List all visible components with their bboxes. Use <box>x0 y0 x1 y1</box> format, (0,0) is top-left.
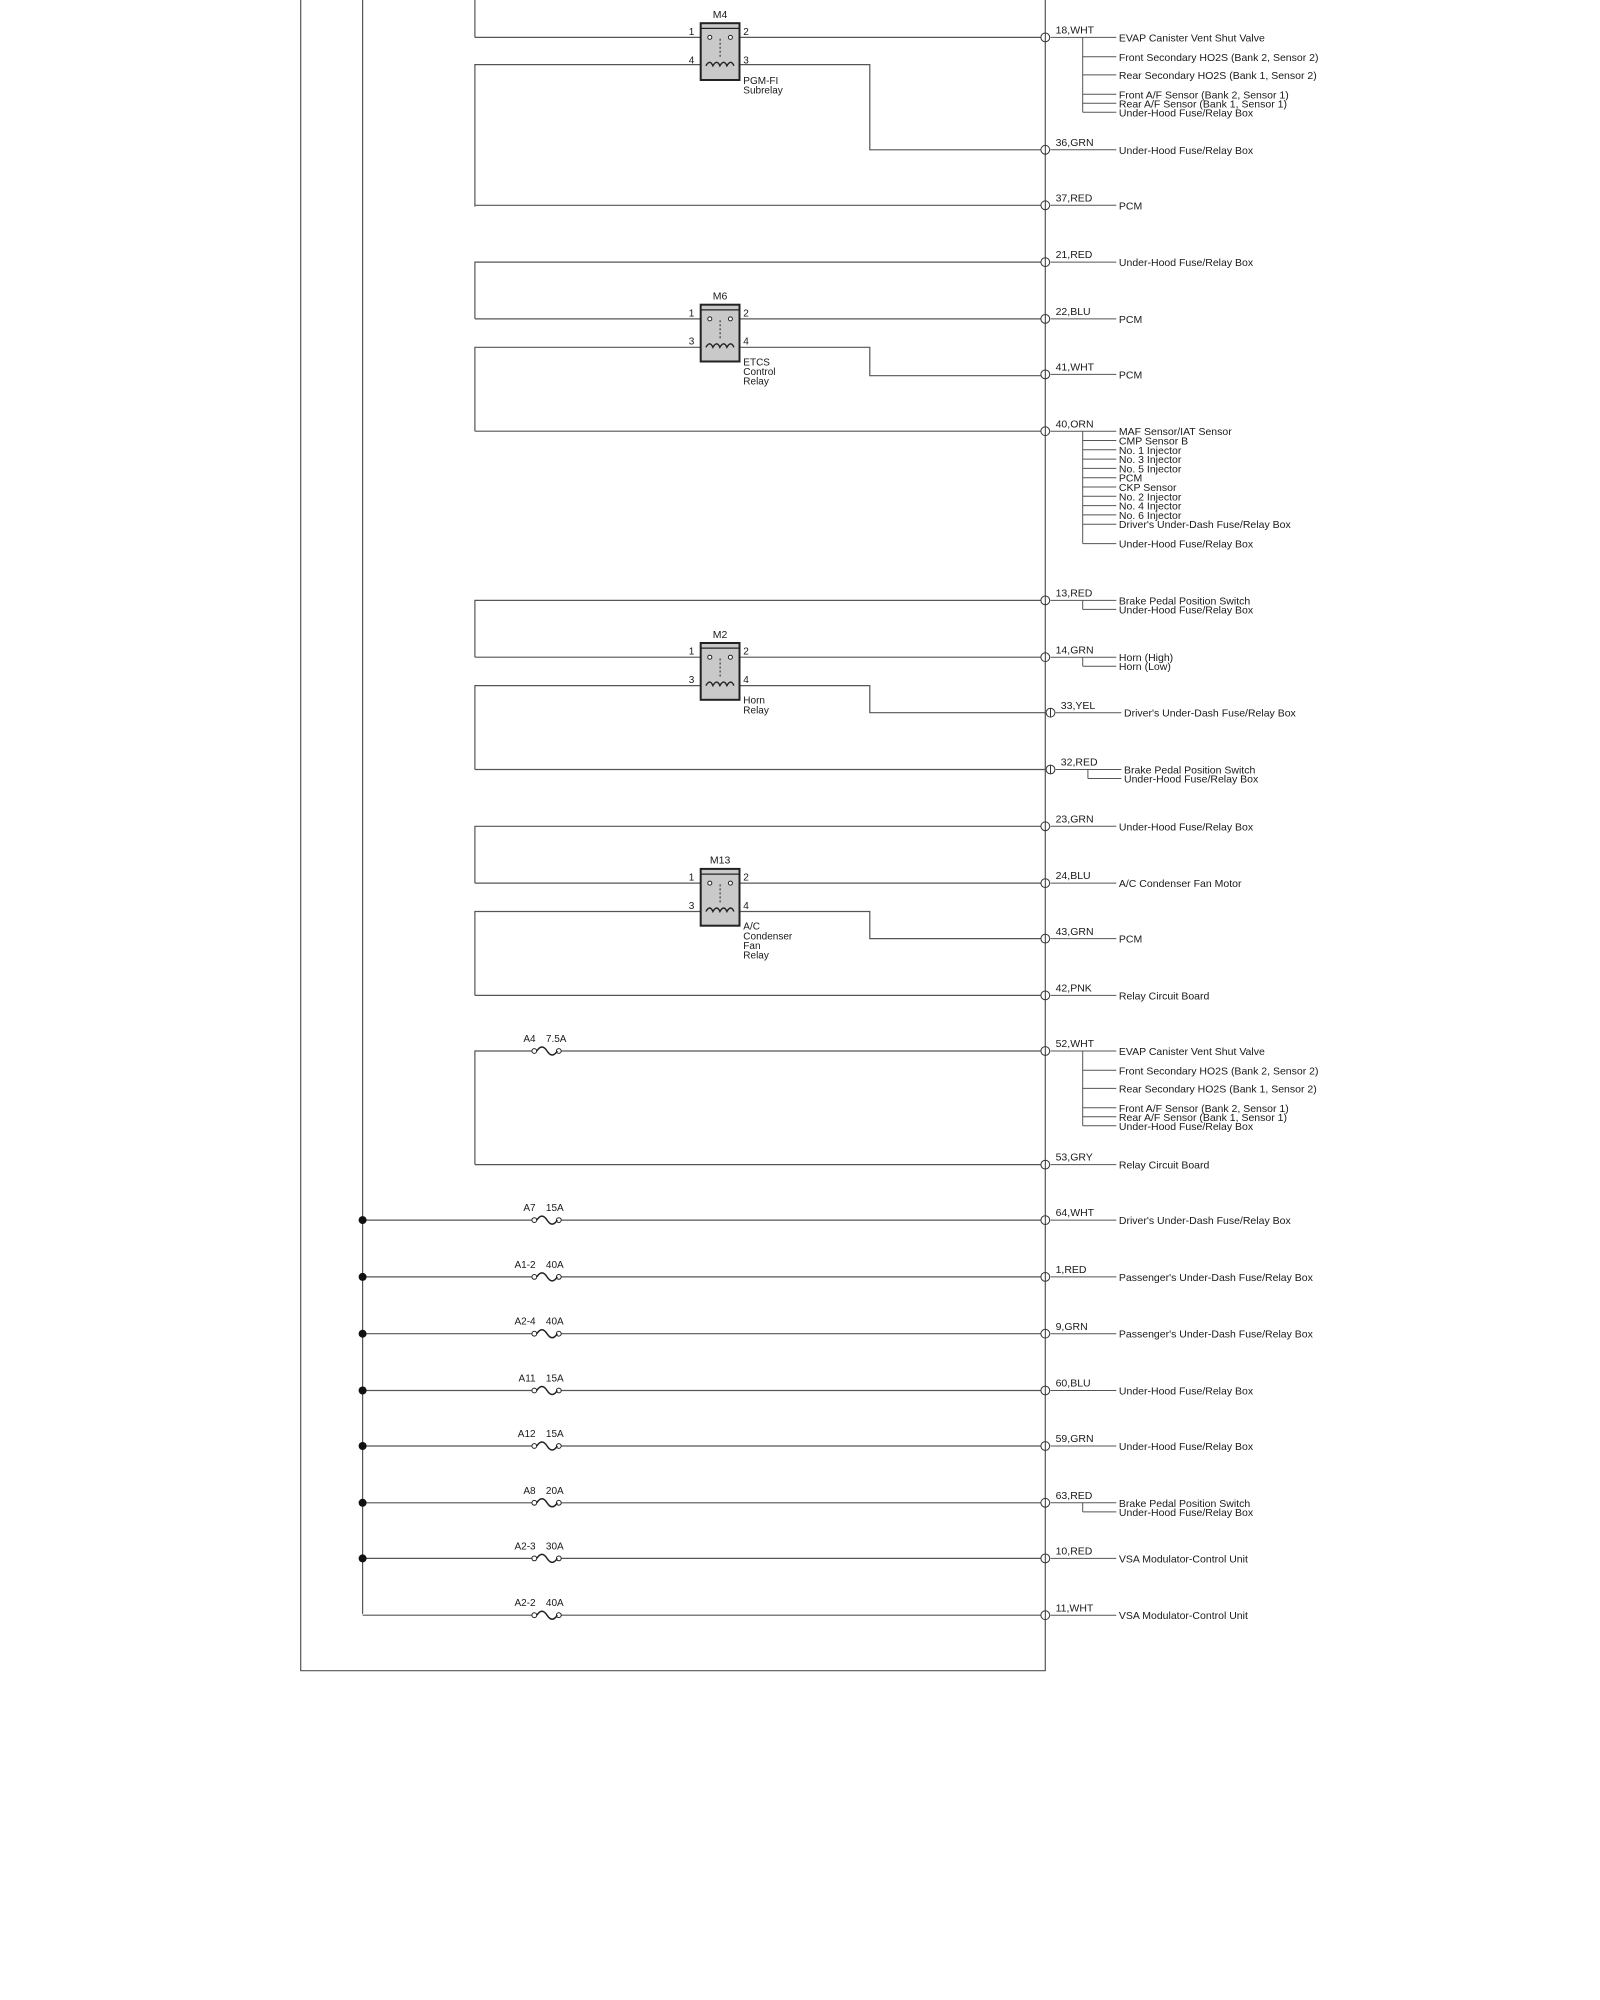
fuse-rating: 15A <box>545 1429 564 1440</box>
destination-label: Driver's Under-Dash Fuse/Relay Box <box>1118 1215 1291 1228</box>
wire-code-label: 64,WHT <box>1055 1207 1095 1220</box>
destination-label: Driver's Under-Dash Fuse/Relay Box <box>1124 707 1296 720</box>
relay-contact-left <box>708 655 712 659</box>
destination-label: PCM <box>1118 313 1143 326</box>
relay-pin-label: 1 <box>688 872 695 884</box>
relay-name-line: Subrelay <box>743 85 783 97</box>
wire-code-label: 63,RED <box>1055 1490 1093 1502</box>
relay-contact-right <box>728 655 732 659</box>
terminal-24-blu <box>1041 870 1242 890</box>
wire-code-label: 60,BLU <box>1055 1377 1091 1390</box>
fuse-code: A2-4 <box>514 1316 536 1328</box>
relay-name-line: Fan <box>743 941 761 952</box>
fuse-terminal <box>532 1613 537 1618</box>
m4-wire-pin4 <box>475 65 701 207</box>
fuse-a7 <box>359 1203 1046 1224</box>
relay-contact-left <box>708 881 712 885</box>
destination-label: Under-Hood Fuse/Relay Box <box>1118 257 1254 270</box>
relay-name-line: Condenser <box>743 931 793 943</box>
relay-name-line: Horn <box>743 695 765 707</box>
destination-label: No. 2 Injector <box>1118 491 1182 504</box>
relay-name-line: Relay <box>743 376 769 388</box>
destination-label: Rear A/F Sensor (Bank 1, Sensor 1) <box>1118 98 1287 111</box>
terminal-60-blu <box>1041 1378 1254 1398</box>
destination-label: Relay Circuit Board <box>1118 990 1210 1003</box>
terminal-18-wht <box>1041 25 1319 120</box>
destination-label: Under-Hood Fuse/Relay Box <box>1118 144 1254 157</box>
terminal-13-red <box>1041 588 1254 617</box>
wire-code-label: 37,RED <box>1055 192 1093 205</box>
fuse-a8 <box>359 1486 1046 1507</box>
relay-pin-label: 2 <box>743 26 749 38</box>
wire-code-label: 33,YEL <box>1060 699 1096 712</box>
outer-harness-frame <box>301 0 1046 1671</box>
bus-splice-dot <box>359 1330 367 1338</box>
destination-label: Under-Hood Fuse/Relay Box <box>1118 1385 1254 1398</box>
relay-contact-left <box>708 35 712 39</box>
bus-splice-dot <box>359 1442 367 1450</box>
fuse-terminal <box>532 1218 537 1223</box>
destination-label: EVAP Canister Vent Shut Valve <box>1118 1046 1265 1058</box>
m6-wire-pin3 <box>475 347 701 431</box>
bus-splice-dot <box>359 1499 367 1507</box>
relay-pin-label: 1 <box>688 26 695 38</box>
relay-m6 <box>689 291 776 388</box>
relay-pin-label: 2 <box>743 308 749 320</box>
relay-name-line: Relay <box>743 950 769 962</box>
wire-code-label: 41,WHT <box>1055 361 1095 374</box>
relay-pin-label: 2 <box>743 646 749 658</box>
fuse-code: A4 <box>523 1033 536 1045</box>
fuse-code: A8 <box>523 1485 536 1497</box>
fuse-terminal <box>532 1444 537 1449</box>
destination-label: Under-Hood Fuse/Relay Box <box>1124 773 1259 786</box>
relay-contact-right <box>728 317 732 321</box>
relay-contact-right <box>728 881 732 885</box>
m13-feed <box>475 826 1045 883</box>
relay-m13 <box>689 855 793 962</box>
terminal-40-orn <box>1041 418 1292 550</box>
wire-code-label: 23,GRN <box>1055 813 1094 826</box>
destination-label: Relay Circuit Board <box>1118 1159 1210 1172</box>
terminal-53-gry <box>1041 1152 1210 1172</box>
destination-label: Brake Pedal Position Switch <box>1124 764 1256 777</box>
destination-label: Horn (Low) <box>1118 661 1171 674</box>
wire-code-label: 59,GRN <box>1055 1433 1094 1446</box>
bus-splice-dot <box>359 1216 367 1224</box>
wire-code-label: 1,RED <box>1055 1264 1087 1276</box>
destination-label: Front Secondary HO2S (Bank 2, Sensor 2) <box>1118 1065 1319 1078</box>
wire-code-label: 24,BLU <box>1055 870 1091 883</box>
terminal-22-blu <box>1041 306 1142 326</box>
fuse-a2-2 <box>363 1598 1046 1619</box>
wire-code-label: 43,GRN <box>1055 925 1094 938</box>
fuse-code: A7 <box>523 1203 536 1215</box>
terminal-32-red <box>1046 757 1259 786</box>
fuse-rating: 20A <box>545 1485 564 1497</box>
m2-feed <box>475 600 1045 657</box>
destination-label: Brake Pedal Position Switch <box>1118 595 1251 608</box>
destination-label: PCM <box>1118 369 1143 382</box>
m2-wire-pin4 <box>740 686 1051 713</box>
relay-layer <box>689 9 793 962</box>
terminal-42-pnk <box>1041 983 1210 1003</box>
destination-label: Under-Hood Fuse/Relay Box <box>1118 1120 1254 1133</box>
a4-circuit-feed <box>475 1051 1045 1165</box>
destination-label: Under-Hood Fuse/Relay Box <box>1118 604 1254 617</box>
relay-name-line: ETCS <box>743 357 770 369</box>
wire-code-label: 53,GRY <box>1055 1151 1093 1164</box>
fuse-rating: 40A <box>545 1316 564 1328</box>
fuse-code: A11 <box>518 1373 536 1385</box>
fuse-terminal <box>532 1500 537 1505</box>
destination-label: VSA Modulator-Control Unit <box>1118 1553 1248 1566</box>
relay-pin-label: 2 <box>743 872 749 884</box>
fuse-terminal <box>532 1331 537 1336</box>
m6-feed <box>475 262 1045 319</box>
fuse-a2-4 <box>359 1317 1046 1338</box>
terminal-23-grn <box>1041 813 1254 833</box>
m13-wire-pin3 <box>475 912 701 996</box>
wire-code-label: 18,WHT <box>1055 24 1095 37</box>
relay-pin-label: 3 <box>688 900 695 912</box>
destination-label: VSA Modulator-Control Unit <box>1118 1610 1248 1623</box>
terminal-10-red <box>1041 1546 1248 1566</box>
wire-code-label: 9,GRN <box>1055 1320 1088 1333</box>
wire-code-label: 13,RED <box>1055 587 1093 600</box>
destination-label: Front A/F Sensor (Bank 2, Sensor 1) <box>1118 1102 1289 1115</box>
m6-wire-pin4 <box>740 347 1046 375</box>
relay-pin-label: 3 <box>688 675 695 686</box>
bus-splice-dot <box>359 1387 367 1395</box>
destination-label: Rear Secondary HO2S (Bank 1, Sensor 2) <box>1118 69 1317 82</box>
destination-label: Under-Hood Fuse/Relay Box <box>1118 1441 1254 1453</box>
relay-code: M13 <box>709 854 731 867</box>
destination-label: PCM <box>1118 933 1143 946</box>
wire-code-label: 40,ORN <box>1055 418 1094 431</box>
wire-code-label: 36,GRN <box>1055 136 1094 149</box>
wire-code-label: 22,BLU <box>1055 306 1091 318</box>
destination-label: PCM <box>1118 472 1143 485</box>
relay-code: M6 <box>712 290 728 303</box>
wire-code-label: 52,WHT <box>1055 1038 1095 1051</box>
fuse-terminal <box>532 1049 537 1054</box>
wire-code-label: 42,PNK <box>1055 982 1092 995</box>
destination-label: Brake Pedal Position Switch <box>1118 1497 1251 1510</box>
terminal-59-grn <box>1041 1433 1254 1453</box>
relay-name-line: Relay <box>743 705 769 717</box>
destination-label: A/C Condenser Fan Motor <box>1118 878 1242 891</box>
terminal-52-wht <box>1041 1038 1319 1133</box>
fuse-terminal <box>532 1275 537 1280</box>
destination-label: CMP Sensor B <box>1118 435 1189 448</box>
relay-name-line: A/C <box>743 921 760 933</box>
relay-m4 <box>689 9 783 97</box>
bus-splice-dot <box>359 1273 367 1281</box>
relay-contact-left <box>708 317 712 321</box>
static-wires <box>301 0 1051 1671</box>
destination-label: Rear Secondary HO2S (Bank 1, Sensor 2) <box>1118 1083 1317 1096</box>
destination-label: PCM <box>1118 200 1143 213</box>
fuse-terminal <box>532 1556 537 1561</box>
wire-code-label: 32,RED <box>1060 756 1098 769</box>
fuse-rating: 15A <box>545 1203 564 1215</box>
terminal-36-grn <box>1041 137 1254 157</box>
fuse-rating: 15A <box>545 1373 564 1385</box>
relay-pin-label: 3 <box>688 336 695 348</box>
fuse-a2-3 <box>359 1541 1046 1562</box>
destination-label: Under-Hood Fuse/Relay Box <box>1118 821 1254 834</box>
m4-wire-pin3 <box>740 65 1046 150</box>
relay-m2 <box>689 629 769 717</box>
destination-label: EVAP Canister Vent Shut Valve <box>1118 32 1265 45</box>
destination-label: No. 5 Injector <box>1118 463 1182 476</box>
relay-pin-label: 4 <box>688 55 695 67</box>
terminal-1-red <box>1041 1264 1314 1284</box>
destination-label: No. 3 Injector <box>1118 454 1182 467</box>
terminal-37-red <box>1041 192 1142 212</box>
destination-label: Horn (High) <box>1118 652 1174 665</box>
destination-label: Passenger's Under-Dash Fuse/Relay Box <box>1118 1328 1313 1341</box>
fuse-rating: 40A <box>545 1259 564 1271</box>
destination-label: Under-Hood Fuse/Relay Box <box>1118 107 1254 120</box>
fuse-layer <box>359 1034 1046 1619</box>
destination-label: Front Secondary HO2S (Bank 2, Sensor 2) <box>1118 51 1319 64</box>
terminal-33-yel <box>1046 700 1296 720</box>
fuse-rating: 7.5A <box>545 1033 567 1045</box>
terminal-64-wht <box>1041 1207 1292 1227</box>
wire-code-label: 14,GRN <box>1055 644 1094 657</box>
destination-label: Driver's Under-Dash Fuse/Relay Box <box>1118 519 1291 532</box>
relay-pin-label: 4 <box>743 675 749 686</box>
destination-label: Under-Hood Fuse/Relay Box <box>1118 538 1254 551</box>
terminal-9-grn <box>1041 1321 1314 1341</box>
fuse-code: A2-3 <box>514 1541 536 1553</box>
terminal-14-grn <box>1041 644 1173 673</box>
destination-label: CKP Sensor <box>1118 482 1177 494</box>
wire-code-label: 10,RED <box>1055 1545 1093 1558</box>
fuse-terminal <box>532 1388 537 1393</box>
destination-label: Passenger's Under-Dash Fuse/Relay Box <box>1118 1271 1313 1284</box>
destination-label: Front A/F Sensor (Bank 2, Sensor 1) <box>1118 89 1289 102</box>
fuse-a11 <box>359 1374 1046 1395</box>
fuse-code: A1-2 <box>514 1259 536 1271</box>
fuse-rating: 30A <box>545 1541 564 1553</box>
relay-name-line: PGM-FI <box>743 75 779 87</box>
destination-label: Rear A/F Sensor (Bank 1, Sensor 1) <box>1118 1111 1287 1124</box>
relay-contact-right <box>728 35 732 39</box>
terminal-43-grn <box>1041 926 1142 946</box>
destination-label: Under-Hood Fuse/Relay Box <box>1118 1506 1254 1519</box>
relay-name-line: Control <box>743 367 776 379</box>
fuse-a4 <box>523 1034 566 1055</box>
relay-pin-label: 4 <box>743 336 749 348</box>
relay-pin-label: 1 <box>688 308 695 320</box>
destination-label: No. 4 Injector <box>1118 500 1182 513</box>
terminal-layer <box>1041 25 1319 1623</box>
destination-label: No. 6 Injector <box>1118 509 1182 522</box>
fuse-code: A2-2 <box>514 1598 536 1610</box>
wire-code-label: 11,WHT <box>1055 1602 1094 1615</box>
m2-wire-pin3 <box>475 686 701 770</box>
fuse-a12 <box>359 1429 1046 1450</box>
destination-label: MAF Sensor/IAT Sensor <box>1118 426 1232 439</box>
terminal-21-red <box>1041 249 1254 269</box>
relay-pin-label: 3 <box>743 55 749 67</box>
destination-label: No. 1 Injector <box>1118 444 1182 457</box>
terminal-11-wht <box>1041 1602 1248 1622</box>
relay-code: M4 <box>712 9 728 22</box>
terminal-41-wht <box>1041 362 1142 382</box>
terminal-63-red <box>1041 1490 1254 1519</box>
fuse-a1-2 <box>359 1260 1046 1281</box>
bus-splice-dot <box>359 1554 367 1562</box>
wire-code-label: 21,RED <box>1055 249 1093 262</box>
relay-code: M2 <box>712 628 728 641</box>
fuse-rating: 40A <box>545 1598 564 1610</box>
fuse-code: A12 <box>517 1429 536 1440</box>
relay-pin-label: 4 <box>743 900 749 912</box>
relay-pin-label: 1 <box>688 646 695 658</box>
